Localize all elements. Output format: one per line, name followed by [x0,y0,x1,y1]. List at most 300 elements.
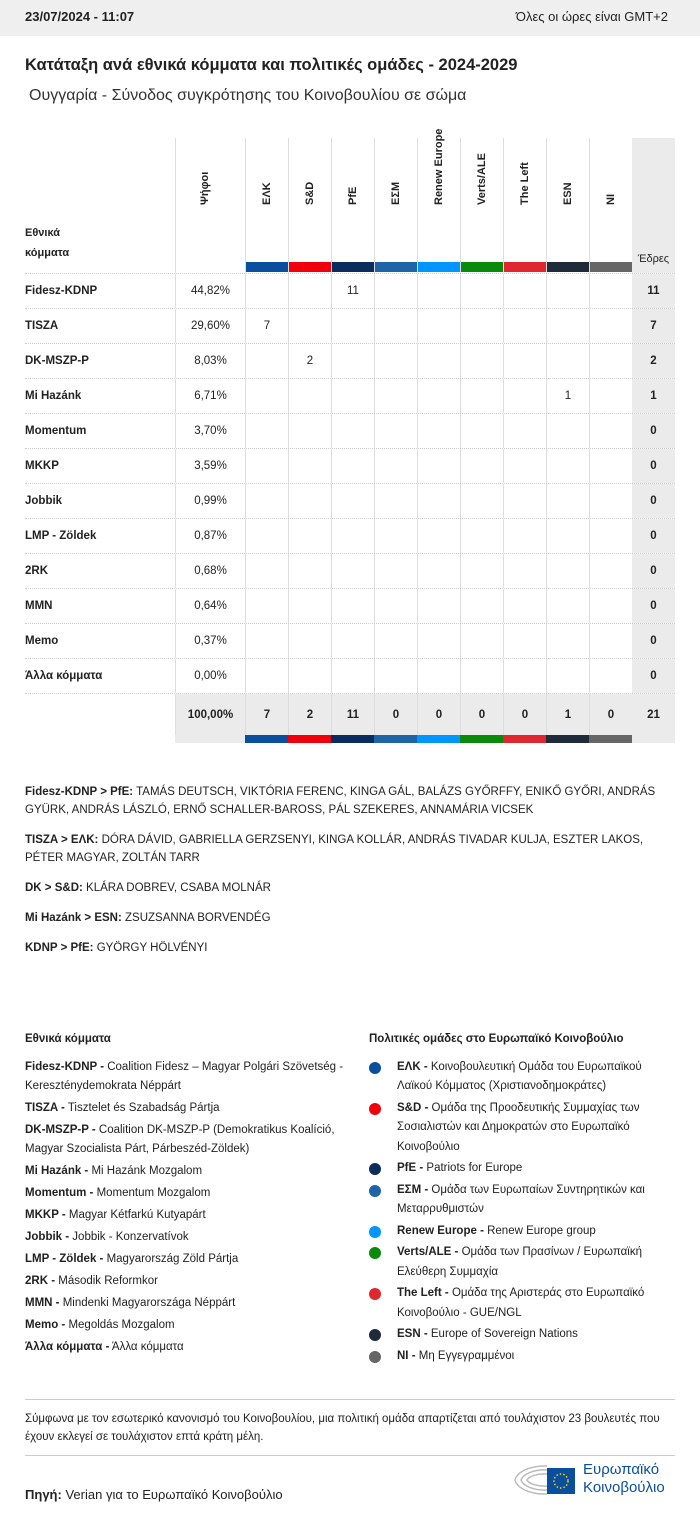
group-seats-cell [503,659,546,693]
group-seats-cell [417,379,460,413]
legend-abbr: MMN - [25,1296,60,1309]
group-seats-cell [546,519,589,553]
group-seats-cell [589,659,632,693]
group-color-bar [504,262,546,272]
group-seats-cell [417,624,460,658]
group-seats-cell [288,274,331,308]
party-header: Εθνικά κόμματα [25,227,70,259]
group-color-bar [375,262,417,272]
group-seats-cell: 0 [460,694,503,735]
group-seats-cell [546,484,589,518]
legend-abbr: Fidesz-KDNP - [25,1060,105,1073]
parliament-logo-icon [513,1460,577,1500]
legend-abbr: LMP - Zöldek - [25,1252,104,1265]
legend-party-item [25,1316,345,1335]
group-seats-cell [245,519,288,553]
table-row [25,378,675,413]
group-seats-cell [245,414,288,448]
group-color-dot-icon [369,1226,381,1238]
table-row [25,413,675,448]
group-seats-cell [288,624,331,658]
totals-row [25,693,675,735]
votes-cell: 0,99% [175,484,245,518]
group-header-label: ΕΣΜ [390,181,402,205]
legend-party-item [25,1338,345,1357]
legend-abbr: Jobbik - [25,1230,70,1243]
group-seats-cell [288,659,331,693]
group-header [589,138,632,273]
source-label: Πηγή: [25,1487,62,1502]
group-seats-cell [546,274,589,308]
group-seats-cell [331,519,374,553]
group-seats-cell [331,309,374,343]
legend-name: Magyar Kétfarkú Kutyapárt [68,1208,206,1221]
group-seats-cell [589,274,632,308]
party-name: MKKP [25,460,59,472]
legend-name: Άλλα κόμματα [111,1340,184,1353]
group-seats-cell [331,659,374,693]
group-header [503,138,546,273]
seats-header-label: Έδρες [637,253,670,265]
group-color-bar [590,262,632,272]
member-group-label: DK > S&D: [25,882,83,894]
member-names: KLÁRA DOBREV, CSABA MOLNÁR [86,882,271,894]
legend-abbr: Renew Europe - [397,1224,484,1237]
votes-cell: 44,82% [175,274,245,308]
group-color-dot-icon [369,1062,381,1074]
group-header [546,138,589,273]
group-seats-cell [460,484,503,518]
group-seats-cell [331,484,374,518]
legend-abbr: DK-MSZP-P - [25,1123,96,1136]
group-seats-cell [245,274,288,308]
legend-party-item [25,1162,345,1181]
totals-bar-fill [175,735,245,743]
legend-group-item [369,1222,669,1242]
legend-abbr: PfE - [397,1162,424,1174]
group-seats-cell [374,589,417,623]
ep-logo [513,1460,683,1500]
group-seats-cell [417,449,460,483]
legend-name: Második Reformkor [58,1274,158,1287]
group-seats-cell [374,449,417,483]
legend-group-item [369,1058,669,1097]
group-seats-cell [288,554,331,588]
legend-party-item [25,1228,345,1247]
group-seats-cell: 2 [288,344,331,378]
seats-cell: 7 [632,309,675,343]
group-color-dot-icon [369,1163,381,1175]
party-name: Άλλα κόμματα [25,670,103,682]
group-color-dot-icon [369,1247,381,1259]
group-seats-cell [460,309,503,343]
table-row [25,273,675,308]
legend-name: Europe of Sovereign Nations [430,1328,578,1340]
legend-group-item [369,1181,669,1220]
legend-name: Ομάδα της Αριστεράς στο Ευρωπαϊκό Κοινοβούλιο - GUE/NGL [397,1287,645,1319]
group-header [417,128,460,273]
group-seats-cell [374,414,417,448]
page-title: Κατάταξη ανά εθνικά κόμματα και πολιτικές ομάδες - 2024-2029 [25,56,518,74]
table-row [25,553,675,588]
legend-parties-title: Εθνικά κόμματα [25,1033,111,1045]
group-seats-cell [331,624,374,658]
group-header-label: ΕΛΚ [261,182,273,205]
table-row [25,623,675,658]
group-header [460,138,503,273]
group-color-bar [289,262,331,272]
group-seats-cell: 2 [288,694,331,735]
member-group-label: Mi Hazánk > ESN: [25,912,122,924]
member-group-label: Fidesz-KDNP > PfE: [25,786,134,798]
party-name: Fidesz-KDNP [25,285,98,297]
legend-party-item [25,1058,345,1096]
group-header [245,138,288,273]
legend-name: Renew Europe group [487,1224,596,1237]
group-seats-cell: 11 [331,694,374,735]
timezone-note: Όλες οι ώρες είναι GMT+2 [515,9,668,24]
group-seats-cell [546,309,589,343]
legend-abbr: Momentum - [25,1186,94,1199]
group-header-label: The Left [519,162,531,205]
group-seats-cell [288,309,331,343]
legend-name: Patriots for Europe [426,1162,523,1174]
group-color-bar [547,262,589,272]
legend-name: Mi Hazánk Mozgalom [91,1164,203,1177]
group-seats-cell [288,484,331,518]
seats-cell: 11 [632,274,675,308]
group-seats-cell [546,589,589,623]
group-seats-cell [417,519,460,553]
group-seats-cell [417,274,460,308]
group-seats-cell [460,554,503,588]
seats-cell: 2 [632,344,675,378]
group-seats-cell [245,589,288,623]
page-subtitle: Ουγγαρία - Σύνοδος συγκρότησης του Κοινοβουλίου σε σώμα [29,87,467,104]
table-row [25,308,675,343]
group-seats-cell [589,554,632,588]
group-seats-cell: 0 [503,694,546,735]
group-seats-cell [245,624,288,658]
group-seats-cell [417,659,460,693]
group-seats-cell [546,344,589,378]
group-seats-cell [374,309,417,343]
group-color-bar [288,735,331,743]
group-seats-cell [589,484,632,518]
group-color-dot-icon [369,1185,381,1197]
legend-group-item [369,1347,669,1367]
group-seats-cell [460,414,503,448]
party-name: DK-MSZP-P [25,355,89,367]
group-color-bar [332,262,374,272]
top-bar [0,0,700,36]
legend-group-item [369,1243,669,1282]
group-seats-cell: 0 [589,694,632,735]
legend-group-item [369,1099,669,1158]
votes-cell: 100,00% [175,694,245,735]
group-seats-cell [374,274,417,308]
group-seats-cell [374,379,417,413]
group-seats-cell [503,274,546,308]
seats-cell: 0 [632,519,675,553]
party-name: Mi Hazánk [25,390,82,402]
party-name: MMN [25,600,53,612]
table-row [25,658,675,693]
group-color-dot-icon [369,1103,381,1115]
group-seats-cell [460,519,503,553]
seats-cell: 0 [632,484,675,518]
table-row [25,483,675,518]
group-seats-cell [503,379,546,413]
legend-name: Tisztelet és Szabadság Pártja [67,1101,220,1114]
member-names: TAMÁS DEUTSCH, VIKTÓRIA FERENC, KINGA GÁL, BALÁZS GYŐRFFY, ENIKŐ GYŐRI, ANDRÁS GYÜRK, ANDRÁS LÁSZLÓ, ERNŐ SCHALLER-BAROSS, PÁL SZEKERES, ANNAMÁRIA VICSEK [25,786,656,816]
group-header-label: Verts/ALE [476,153,488,205]
group-seats-cell [331,344,374,378]
legend-name: Coalition Fidesz – Magyar Polgári Szövetség - Kereszténydemokrata Néppárt [25,1060,344,1092]
group-color-bar [461,262,503,272]
group-color-bar [418,262,460,272]
legend-name: Ομάδα των Πρασίνων / Ευρωπαϊκή Ελεύθερη Συμμαχία [397,1246,642,1278]
votes-cell: 0,00% [175,659,245,693]
legend-abbr: 2RK - [25,1274,56,1287]
legend-name: Momentum Mozgalom [96,1186,211,1199]
group-seats-cell [589,414,632,448]
seats-cell: 0 [632,659,675,693]
group-seats-cell [288,414,331,448]
votes-cell: 0,64% [175,589,245,623]
seats-cell: 21 [632,694,675,735]
table-row [25,448,675,483]
legend-abbr: MKKP - [25,1208,66,1221]
legend-abbr: ΕΛΚ - [397,1060,428,1073]
group-seats-cell [589,309,632,343]
votes-cell: 29,60% [175,309,245,343]
legend-abbr: NI - [397,1349,416,1362]
legend-group-item [369,1325,669,1345]
group-seats-cell [460,659,503,693]
group-seats-cell [460,449,503,483]
legend-groups [369,1030,669,1368]
legend-name: Megoldás Mozgalom [68,1318,175,1331]
legend-name: Coalition DK-MSZP-P (Demokratikus Koalíció, Magyar Szocialista Párt, Párbeszéd-Zöldek) [25,1123,335,1155]
logo-line1: Ευρωπαϊκό [583,1461,660,1478]
group-seats-cell [589,379,632,413]
legend-party-item [25,1250,345,1269]
group-color-dot-icon [369,1288,381,1300]
group-color-bar [417,735,460,743]
legend-party-item [25,1099,345,1118]
group-seats-cell: 0 [417,694,460,735]
group-seats-cell [331,449,374,483]
group-color-bar [374,735,417,743]
member-names: GYÖRGY HÖLVÉNYI [96,942,208,954]
party-name: Jobbik [25,495,63,507]
legend-abbr: TISZA - [25,1101,65,1114]
legend-abbr: Verts/ALE - [397,1246,459,1258]
group-seats-cell [245,484,288,518]
group-seats-cell [417,554,460,588]
group-seats-cell: 1 [546,694,589,735]
group-seats-cell [374,344,417,378]
elected-members [25,783,675,969]
party-name: Momentum [25,425,87,437]
seats-cell: 1 [632,379,675,413]
group-seats-cell [460,624,503,658]
group-seats-cell [417,484,460,518]
party-name: TISZA [25,320,59,332]
votes-header [175,138,245,273]
group-seats-cell [546,659,589,693]
group-seats-cell [503,449,546,483]
group-seats-cell [546,414,589,448]
votes-cell: 3,59% [175,449,245,483]
group-seats-cell [417,589,460,623]
group-seats-cell [417,309,460,343]
group-seats-cell [460,379,503,413]
member-names: ZSUZSANNA BORVENDÉG [125,912,271,924]
group-seats-cell [589,519,632,553]
votes-header-label: Ψήφοι [198,171,211,205]
legend-party-item [25,1206,345,1225]
votes-cell: 3,70% [175,414,245,448]
group-seats-cell [589,449,632,483]
seats-cell: 0 [632,624,675,658]
group-seats-cell [589,624,632,658]
group-seats-cell [331,414,374,448]
group-seats-cell [503,519,546,553]
group-seats-cell [245,554,288,588]
group-seats-cell [546,554,589,588]
group-seats-cell [589,589,632,623]
legend-abbr: ESN - [397,1328,428,1340]
group-header [331,138,374,273]
group-seats-cell [288,589,331,623]
legend-group-item [369,1159,669,1179]
group-seats-cell [245,344,288,378]
group-seats-cell [417,414,460,448]
member-names: DÓRA DÁVID, GABRIELLA GERZSENYI, KINGA KOLLÁR, ANDRÁS TIVADAR KULJA, ESZTER LAKOS, PÉTER MAGYAR, ZOLTÁN TARR [25,834,644,864]
votes-cell: 8,03% [175,344,245,378]
group-color-bar [503,735,546,743]
member-group [25,831,675,867]
group-seats-cell: 7 [245,309,288,343]
seats-cell: 0 [632,449,675,483]
legend-name: Ομάδα της Προοδευτικής Συμμαχίας των Σοσιαλιστών και Δημοκρατών στο Ευρωπαϊκό Κοινοβούλιο [397,1101,640,1153]
group-color-dot-icon [369,1329,381,1341]
votes-cell: 0,37% [175,624,245,658]
seats-cell: 0 [632,554,675,588]
legend-abbr: S&D - [397,1101,429,1114]
group-seats-cell [503,484,546,518]
group-seats-cell [503,624,546,658]
group-seats-cell [417,344,460,378]
group-seats-cell [546,624,589,658]
table-row [25,518,675,553]
group-seats-cell [503,414,546,448]
group-header-label: NI [605,194,617,205]
group-seats-cell [331,589,374,623]
legend-name: Mindenki Magyarországa Néppárt [62,1296,236,1309]
group-seats-cell [503,344,546,378]
group-seats-cell [589,344,632,378]
group-seats-cell [288,519,331,553]
group-seats-cell [245,379,288,413]
legend-name: Κοινοβουλευτική Ομάδα του Ευρωπαϊκού Λαϊκού Κόμματος (Χριστιανοδημοκράτες) [397,1060,642,1092]
group-color-dot-icon [369,1351,381,1363]
group-seats-cell: 11 [331,274,374,308]
group-seats-cell: 0 [374,694,417,735]
group-header-label: ESN [562,182,574,205]
group-header [288,138,331,273]
legend-abbr: Άλλα κόμματα - [25,1340,110,1353]
legend-name: Ομάδα των Ευρωπαίων Συντηρητικών και Μεταρρυθμιστών [397,1183,645,1215]
member-group [25,939,675,957]
group-seats-cell [331,554,374,588]
legend-name: Μη Εγγεγραμμένοι [418,1349,515,1362]
group-header-label: S&D [304,181,316,205]
group-seats-cell [503,554,546,588]
legend-party-item [25,1184,345,1203]
table-row [25,343,675,378]
group-header-label: Renew Europe [433,128,445,205]
source-text: Verian για το Ευρωπαϊκό Κοινοβούλιο [65,1487,283,1502]
votes-cell: 0,87% [175,519,245,553]
group-seats-cell: 1 [546,379,589,413]
votes-cell: 6,71% [175,379,245,413]
legend-party-item [25,1121,345,1159]
group-seats-cell [460,274,503,308]
legend-name: Magyarország Zöld Pártja [106,1252,239,1265]
votes-cell: 0,68% [175,554,245,588]
group-color-bar [331,735,374,743]
legend-abbr: Memo - [25,1318,66,1331]
member-group-label: TISZA > ΕΛΚ: [25,834,99,846]
group-seats-cell [503,589,546,623]
group-color-bar [546,735,589,743]
seats-cell: 0 [632,589,675,623]
legend-party-item [25,1272,345,1291]
legend-party-item [25,1294,345,1313]
group-seats-cell [374,484,417,518]
group-seats-cell [503,309,546,343]
group-color-bar [246,262,288,272]
group-color-bar [589,735,632,743]
legend-parties [25,1030,345,1360]
member-group [25,879,675,897]
legend-abbr: The Left - [397,1287,449,1299]
group-seats-cell: 7 [245,694,288,735]
legend-abbr: ΕΣΜ - [397,1183,429,1196]
group-color-bar [245,735,288,743]
seats-bar-fill [632,735,675,743]
legend-group-item [369,1284,669,1323]
table-row [25,588,675,623]
rules-note: Σύμφωνα με τον εσωτερικό κανονισμό του Κοινοβουλίου, μια πολιτική ομάδα απαρτίζεται από τουλάχιστον 23 βουλευτές που έχουν εκλεγεί σε τουλάχιστον επτά κράτη μέλη. [25,1399,675,1456]
group-seats-cell [245,449,288,483]
group-header [374,138,417,273]
member-group-label: KDNP > PfE: [25,942,94,954]
party-name: LMP - Zöldek [25,530,97,542]
group-color-bar [460,735,503,743]
group-seats-cell [374,519,417,553]
member-group [25,909,675,927]
logo-line2: Κοινοβούλιο [583,1479,665,1496]
group-seats-cell [331,379,374,413]
group-seats-cell [288,379,331,413]
group-seats-cell [374,659,417,693]
source [25,1487,283,1502]
group-seats-cell [374,624,417,658]
